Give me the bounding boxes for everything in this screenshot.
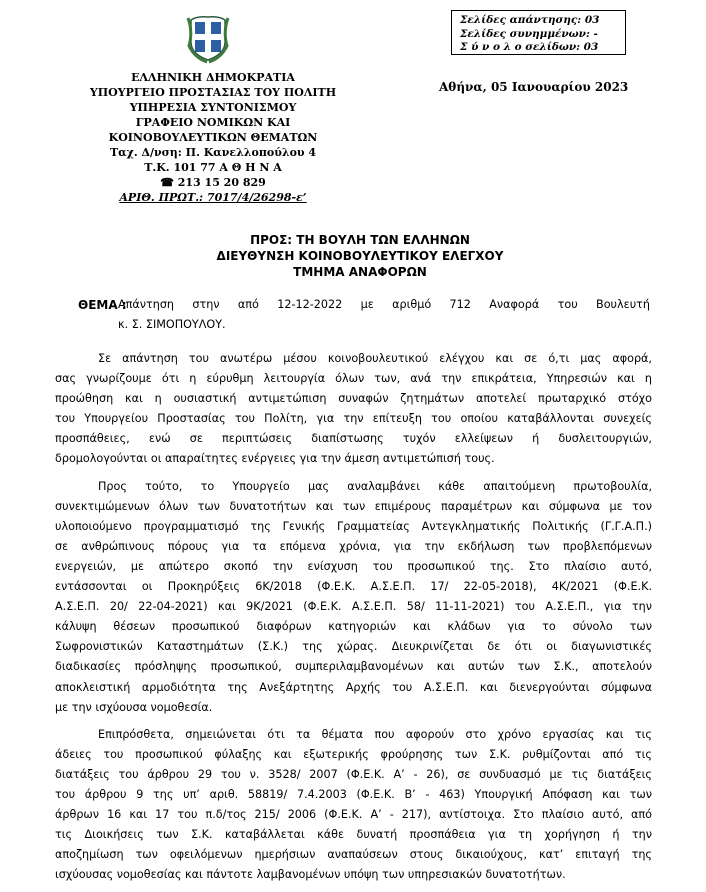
body-line: προσπάθειες, ενώ σε περιπτώσεις διαπίστωσης τυχόν ελλείψεων ή δυσλειτουργιών, xyxy=(55,432,652,446)
header-line: ΥΠΟΥΡΓΕΙΟ ΠΡΟΣΤΑΣΙΑΣ ΤΟΥ ΠΟΛΙΤΗ xyxy=(89,86,337,99)
greek-coat-of-arms-icon xyxy=(185,14,231,64)
recipient-line: ΔΙΕΥΘΥΝΣΗ ΚΟΙΝΟΒΟΥΛΕΥΤΙΚΟΥ ΕΛΕΓΧΟΥ xyxy=(216,249,504,263)
header-phone: ☎ 213 15 20 829 xyxy=(160,176,266,189)
header-address: Ταχ. Δ/νση: Π. Κανελλοπούλου 4 xyxy=(109,146,317,159)
recipient-line: ΠΡΟΣ: ΤΗ ΒΟΥΛΗ ΤΩΝ ΕΛΛΗΝΩΝ xyxy=(250,233,470,247)
body-line: Σωφρονιστικών Καταστημάτων (Σ.Κ.) της χώρας. Διευκρινίζεται δε ότι οι διαγωνιστικές xyxy=(55,640,652,654)
body-line: σε ανθρώπινους πόρους για τα επόμενα χρόνια, για την εκδήλωση των προβλεπόμενων xyxy=(55,539,652,553)
body-line: προώθηση και η ουσιαστική αντιμετώπιση συναφών ζητημάτων αποτελεί πρωταρχικό στόχο xyxy=(55,392,652,406)
body-line: διαδικασίες πρόσληψης προσωπικού, συμπεριλαμβανομένων και αυτών των Σ.Κ., αποτελούν xyxy=(55,660,652,674)
body-line: με την ισχύουσα νομοθεσία. xyxy=(55,700,213,714)
body-line: συνεκτιμώμενων όλων των δυνατοτήτων και των επιμέρους παραμέτρων και σύμφωνα με τον xyxy=(55,499,652,513)
body-line: διατάξεις του άρθρου 29 του ν. 3528/ 2007 (Φ.Ε.Κ. Α’ - 26), σε συνδυασμό με τις διατάξεις xyxy=(55,767,652,781)
sender-header xyxy=(78,70,348,205)
body-line: τις Διοικήσεις των Σ.Κ. καταβάλλεται κάθε δυνατή προσπάθεια για τη χορήγηση ή την xyxy=(55,828,652,842)
header-line: ΕΛΛΗΝΙΚΗ ΔΗΜΟΚΡΑΤΙΑ xyxy=(131,71,295,84)
body-line: δρομολογούνται οι απαραίτητες ενέργειες για την άμεση αντιμετώπισή τους. xyxy=(55,452,495,466)
body-line: σας γνωρίζουμε ότι η εύρυθμη λειτουργία όλων των, ανά την επικράτεια, Υπηρεσιών και η xyxy=(55,372,652,386)
body-line: εντάσσονται οι Προκηρύξεις 6Κ/2018 (Φ.Ε.Κ. Α.Σ.Ε.Π. 17/ 22-05-2018), 4Κ/2021 (Φ.Ε.Κ. xyxy=(55,580,652,594)
body-line: Σε απάντηση του ανωτέρω μέσου κοινοβουλευτικού ελέγχου και σε ό,τι μας αφορά, xyxy=(98,352,652,365)
body-line: ισχύουσας νομοθεσίας και πάντοτε λαμβανομένων υπόψη των υπηρεσιακών δυνατοτήτων. xyxy=(55,868,566,882)
subject-label: ΘΕΜΑ : xyxy=(78,298,127,312)
body-paragraph xyxy=(55,725,652,886)
body-line: υλοποιούμενο προγραμματισμό της Γενικής Γραμματείας Αντεγκληματικής Πολιτικής (Γ.Γ.Α.Π.) xyxy=(55,519,652,533)
document-date: Αθήνα, 05 Ιανουαρίου 2023 xyxy=(439,80,629,94)
recipient-line: ΤΜΗΜΑ ΑΝΑΦΟΡΩΝ xyxy=(293,265,427,279)
subject-text-line: κ. Σ. ΣΙΜΟΠΟΥΛΟΥ. xyxy=(118,318,226,331)
letter-body xyxy=(55,349,652,892)
body-line: αποκλειστική αρμοδιότητα της Ανεξάρτητης Αρχής του Α.Σ.Ε.Π. και διενεργούνται σύμφωνα xyxy=(55,680,652,694)
body-line: Προς τούτο, το Υπουργείο μας αναλαμβάνει κάθε απαιτούμενη πρωτοβουλία, xyxy=(98,479,652,493)
body-paragraph xyxy=(55,477,652,718)
header-line: ΚΟΙΝΟΒΟΥΛΕΥΤΙΚΩΝ ΘΕΜΑΤΩΝ xyxy=(108,131,318,144)
body-line: του Υπουργείου Προστασίας του Πολίτη, για την επίτευξη του οποίου καταβάλλονται συνεχείς xyxy=(55,412,652,426)
body-line: του άρθρου 9 της υπ’ αριθ. 58819/ 7.4.2003 (Φ.Ε.Κ. Β’ - 463) Υπουργική Απόφαση και των xyxy=(55,787,652,801)
header-line: ΥΠΗΡΕΣΙΑ ΣΥΝΤΟΝΙΣΜΟΥ xyxy=(129,101,297,114)
body-line: κάλυψη θέσεων προσωπικού διαφόρων κατηγοριών και κλάδων για το σύνολο των xyxy=(55,620,652,634)
pages-total-count: Σ ύ ν ο λ ο σελίδων: 03 xyxy=(460,41,599,53)
header-line: ΓΡΑΦΕΙΟ ΝΟΜΙΚΩΝ ΚΑΙ xyxy=(135,116,291,129)
body-line: ενεργειών, με απώτερο σκοπό την ενίσχυση του προσωπικού της. Στο πλαίσιο αυτό, xyxy=(55,559,652,573)
subject-text-line: Απάντηση στην από 12-12-2022 με αριθμό 712 Αναφορά του Βουλευτή xyxy=(118,298,650,311)
body-line: αποζημίωση των οφειλόμενων ημερήσιων αναπαύσεων στους δικαιούχους, κατ’ επιταγή της xyxy=(55,848,652,862)
recipient-block xyxy=(180,232,540,280)
pages-reply-count: Σελίδες απάντησης: 03 xyxy=(460,14,600,26)
body-line: άδειες του προσωπικού φύλαξης και εξωτερικής φρούρησης των Σ.Κ. ρυθμίζονται από τις xyxy=(55,747,652,761)
header-postcode: Τ.Κ. 101 77 Α Θ Η Ν Α xyxy=(144,161,282,174)
body-line: άρθρων 16 και 17 του π.δ/τος 215/ 2006 (Φ.Ε.Κ. Α’ - 217), αντίστοιχα. Στο πλαίσιο αυτό, από xyxy=(55,808,652,822)
pages-count-box xyxy=(451,10,626,55)
pages-attachments-count: Σελίδες συνημμένων: - xyxy=(460,27,598,40)
body-line: Α.Σ.Ε.Π. 20/ 22-04-2021) και 9Κ/2021 (Φ.Ε.Κ. Α.Σ.Ε.Π. 58/ 11-11-2021) του Α.Σ.Ε.Π., για την xyxy=(55,600,652,614)
body-line: Επιπρόσθετα, σημειώνεται ότι τα θέματα που αφορούν στο χρόνο εργασίας και τις xyxy=(98,727,652,741)
protocol-number: ΑΡΙΘ. ΠΡΩΤ.: 7017/4/26298-ε’ xyxy=(119,191,307,204)
body-paragraph xyxy=(55,349,652,470)
